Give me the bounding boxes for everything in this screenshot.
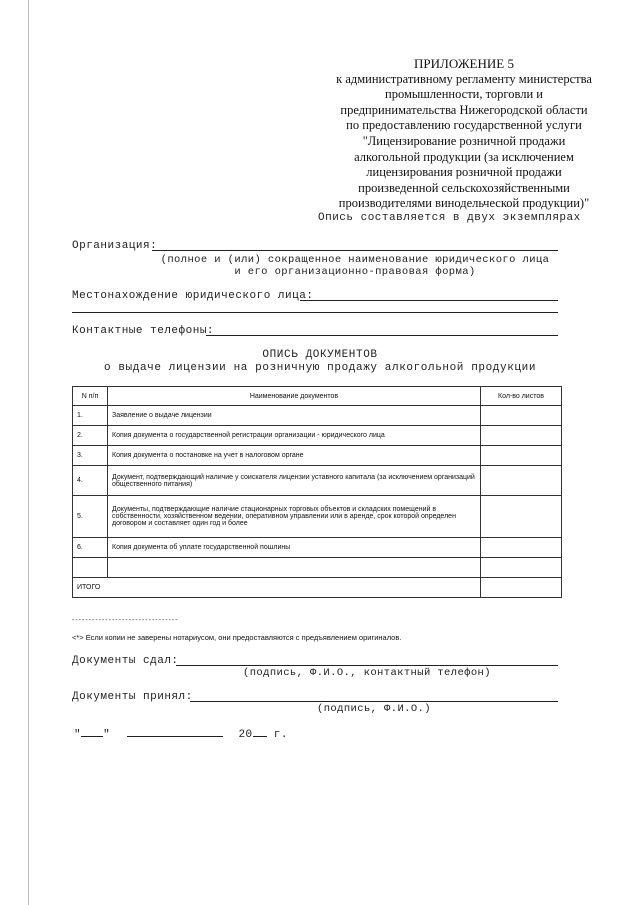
- row-1-name: Заявление о выдаче лицензии: [108, 406, 481, 426]
- date-year-suffix: г.: [273, 729, 288, 741]
- submitted-label: Документы сдал:: [72, 655, 179, 667]
- appendix-line-2: промышленности, торговли и: [385, 87, 543, 102]
- row-2-name: Копия документа о государственной регистрации организации - юридического лица: [108, 426, 481, 446]
- table-header-row: [73, 387, 562, 406]
- row-5-num: 5.: [73, 496, 108, 538]
- location-line[interactable]: [300, 300, 558, 301]
- row-7-num: [73, 558, 108, 578]
- phones-label: Контактные телефоны:: [72, 325, 215, 337]
- appendix-line-7: лицензирования розничной продажи: [366, 165, 562, 180]
- row-6-num: 6.: [73, 538, 108, 558]
- organization-hint-2: и его организационно-правовая форма): [234, 266, 476, 278]
- row-4-num: 4.: [73, 466, 108, 496]
- total-sheets[interactable]: [481, 578, 562, 598]
- appendix-line-5: "Лицензирование розничной продажи: [362, 133, 566, 148]
- row-6-name: Копия документа об уплате государственной пошлины: [108, 538, 481, 558]
- date-quote-open: ": [74, 729, 82, 741]
- scan-edge-line: [28, 0, 29, 905]
- received-line[interactable]: [190, 701, 558, 702]
- location-line-2[interactable]: [72, 312, 558, 313]
- footnote-text: <*> Если копии не заверены нотариусом, они предоставляются с предъявлением оригиналов.: [72, 633, 402, 642]
- table-total-row: [73, 578, 562, 598]
- table-row: [73, 558, 562, 578]
- copies-note: Опись составляется в двух экземплярах: [318, 212, 581, 224]
- row-2-num: 2.: [73, 426, 108, 446]
- table-row: [73, 466, 562, 496]
- date-day-field[interactable]: [81, 727, 103, 737]
- row-3-sheets[interactable]: [481, 446, 562, 466]
- location-label: Местонахождение юридического лица:: [72, 290, 314, 302]
- table-row: [73, 496, 562, 538]
- appendix-line-4: по предоставлению государственной услуги: [346, 118, 582, 133]
- row-1-sheets[interactable]: [481, 406, 562, 426]
- appendix-header: [318, 56, 610, 212]
- total-label: ИТОГО: [73, 578, 481, 598]
- row-5-sheets[interactable]: [481, 496, 562, 538]
- appendix-title: ПРИЛОЖЕНИЕ 5: [414, 56, 514, 71]
- row-4-name: Документ, подтверждающий наличие у соискателя лицензии уставного капитала (за исключением организаций общественного питания): [108, 466, 481, 496]
- appendix-line-9: производителями винодельческой продукции)": [338, 196, 590, 211]
- date-quote-close: ": [103, 729, 111, 741]
- date-year-field[interactable]: [253, 727, 267, 737]
- row-2-sheets[interactable]: [481, 426, 562, 446]
- appendix-line-6: алкогольной продукции (за исключением: [354, 149, 574, 164]
- row-7-name: [108, 558, 481, 578]
- row-7-sheets[interactable]: [481, 558, 562, 578]
- row-6-sheets[interactable]: [481, 538, 562, 558]
- submitted-hint: (подпись, Ф.И.О., контактный телефон): [243, 667, 491, 679]
- date-line: [74, 727, 288, 741]
- footnote-separator: --------------------------------: [72, 617, 179, 624]
- row-4-sheets[interactable]: [481, 466, 562, 496]
- organization-hint-1: (полное и (или) сокращенное наименование юридического лица: [160, 254, 550, 266]
- appendix-line-8: произведенной сельскохозяйственными: [358, 180, 570, 195]
- date-year-prefix: 20: [238, 729, 253, 741]
- date-month-field[interactable]: [127, 727, 223, 737]
- received-label: Документы принял:: [72, 691, 193, 703]
- row-3-num: 3.: [73, 446, 108, 466]
- received-hint: (подпись, Ф.И.О.): [317, 703, 431, 715]
- table-row: [73, 446, 562, 466]
- row-5-name: Документы, подтверждающие наличие стационарных торговых объектов и складских помещений в собственности, хозяйственном ведении, оперативном управлении или в аренде, срок которой определен договором и составляет один год и более: [108, 496, 481, 538]
- row-3-name: Копия документа о постановке на учет в налоговом органе: [108, 446, 481, 466]
- submitted-line[interactable]: [176, 665, 558, 666]
- table-row: [73, 426, 562, 446]
- table-row: [73, 538, 562, 558]
- table-row: [73, 406, 562, 426]
- header-num: N п/п: [73, 387, 108, 406]
- phones-line[interactable]: [206, 335, 558, 336]
- organization-label: Организация:: [72, 240, 158, 252]
- inventory-title: ОПИСЬ ДОКУМЕНТОВ: [262, 349, 378, 361]
- header-name: Наименование документов: [108, 387, 481, 406]
- header-sheets: Кол-во листов: [481, 387, 562, 406]
- row-1-num: 1.: [73, 406, 108, 426]
- inventory-subtitle: о выдаче лицензии на розничную продажу алкогольной продукции: [103, 362, 537, 374]
- appendix-line-3: предпринимательства Нижегородской области: [340, 102, 588, 117]
- documents-table: [72, 386, 562, 598]
- appendix-line-1: к административному регламенту министерства: [336, 71, 592, 86]
- organization-line[interactable]: [152, 250, 558, 251]
